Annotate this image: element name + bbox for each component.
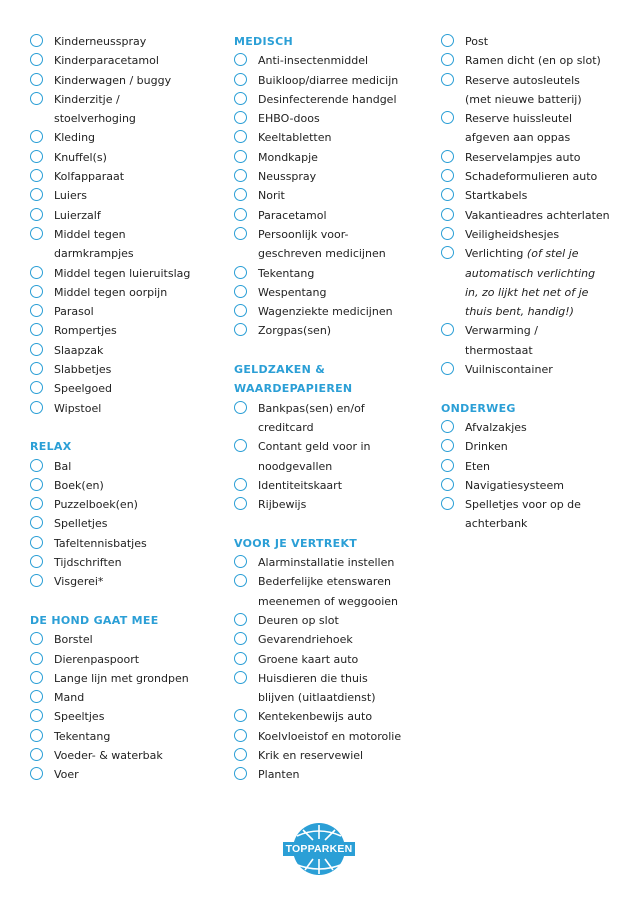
checkbox[interactable] xyxy=(234,188,247,201)
checkbox[interactable] xyxy=(234,285,247,298)
checklist-item-continued: noodgevallen xyxy=(258,459,333,473)
checkbox[interactable] xyxy=(234,150,247,163)
checkbox[interactable] xyxy=(441,150,454,163)
checklist-item[interactable]: Slabbetjes xyxy=(30,360,210,379)
checkbox[interactable] xyxy=(30,478,43,491)
checklist-item-continued: meenemen of weggooien xyxy=(258,594,399,608)
section-heading-onderweg: ONDERWEG xyxy=(441,401,516,415)
checklist-item[interactable]: Buikloop/diarree medicijn xyxy=(234,71,414,90)
checklist-item[interactable]: Reservelampjes auto xyxy=(441,148,621,167)
checkbox[interactable] xyxy=(30,574,43,587)
checklist-item[interactable]: Wipstoel xyxy=(30,399,210,418)
checkbox[interactable] xyxy=(234,652,247,665)
checkbox[interactable] xyxy=(30,401,43,414)
column-3 xyxy=(441,32,621,534)
checklist-item-continued: creditcard xyxy=(258,420,314,434)
checklist-item[interactable]: Reserve autosleutels xyxy=(441,71,621,90)
checkbox[interactable] xyxy=(30,227,43,240)
checklist-item[interactable]: Puzzelboek(en) xyxy=(30,495,210,514)
checklist-item[interactable]: Vakantieadres achterlaten xyxy=(441,206,621,225)
checklist-item[interactable]: Planten xyxy=(234,765,414,784)
checklist-item[interactable]: Koelvloeistof en motorolie xyxy=(234,727,414,746)
checkbox[interactable] xyxy=(30,652,43,665)
checklist-item[interactable]: Speeltjes xyxy=(30,707,210,726)
checkbox[interactable] xyxy=(30,632,43,645)
checkbox[interactable] xyxy=(30,323,43,336)
logo-text: TOPPARKEN xyxy=(283,842,355,856)
checkbox[interactable] xyxy=(441,169,454,182)
checklist-item[interactable]: Gevarendriehoek xyxy=(234,630,414,649)
checklist-item[interactable]: Paracetamol xyxy=(234,206,414,225)
section-heading-hond: DE HOND GAAT MEE xyxy=(30,613,159,627)
checkbox[interactable] xyxy=(30,304,43,317)
checklist-item[interactable]: Anti-insectenmiddel xyxy=(234,51,414,70)
checklist-item[interactable]: Spelletjes xyxy=(30,514,210,533)
checklist-item[interactable]: Visgerei* xyxy=(30,572,210,591)
checklist-item[interactable]: Afvalzakjes xyxy=(441,418,621,437)
checkbox[interactable] xyxy=(441,497,454,510)
checkbox[interactable] xyxy=(441,227,454,240)
column-2 xyxy=(234,32,414,785)
checklist-item-continued: automatisch verlichting xyxy=(465,266,596,280)
checkbox[interactable] xyxy=(30,497,43,510)
checkbox[interactable] xyxy=(30,92,43,105)
checklist-item[interactable]: Reserve huissleutel xyxy=(441,109,621,128)
checklist-item[interactable]: Dierenpaspoort xyxy=(30,650,210,669)
checklist-item[interactable]: Kleding xyxy=(30,128,210,147)
checklist-item[interactable]: Knuffel(s) xyxy=(30,148,210,167)
checklist-item[interactable]: Tijdschriften xyxy=(30,553,210,572)
checklist-item[interactable]: Tekentang xyxy=(30,727,210,746)
checkbox[interactable] xyxy=(441,246,454,259)
checklist-item[interactable]: Kinderwagen / buggy xyxy=(30,71,210,90)
checklist-item-continued: thermostaat xyxy=(465,343,533,357)
checkbox[interactable] xyxy=(234,130,247,143)
checkbox[interactable] xyxy=(30,767,43,780)
checkbox[interactable] xyxy=(30,748,43,761)
checklist-item[interactable]: Persoonlijk voor- xyxy=(234,225,414,244)
checklist-item[interactable]: Alarminstallatie instellen xyxy=(234,553,414,572)
section-heading-geld-1: GELDZAKEN & xyxy=(234,363,326,377)
checklist-item-continued: blijven (uitlaatdienst) xyxy=(258,691,376,705)
checklist-item[interactable]: Ramen dicht (en op slot) xyxy=(441,51,621,70)
checklist-item[interactable]: Krik en reservewiel xyxy=(234,746,414,765)
checklist-item[interactable]: Boek(en) xyxy=(30,476,210,495)
checkbox[interactable] xyxy=(441,323,454,336)
checkbox[interactable] xyxy=(30,208,43,221)
checklist-item[interactable]: Contant geld voor in xyxy=(234,437,414,456)
checklist-item-continued: geschreven medicijnen xyxy=(258,247,386,261)
checkbox[interactable] xyxy=(30,536,43,549)
checkbox[interactable] xyxy=(30,73,43,86)
checklist-item[interactable]: Eten xyxy=(441,457,621,476)
checkbox[interactable] xyxy=(234,574,247,587)
checkbox[interactable] xyxy=(234,497,247,510)
checklist-item[interactable]: Middel tegen oorpijn xyxy=(30,283,210,302)
checklist-item-continued: in, zo lijkt het net of je xyxy=(465,285,589,299)
checkbox[interactable] xyxy=(30,381,43,394)
checkbox[interactable] xyxy=(234,767,247,780)
checklist-item[interactable]: Deuren op slot xyxy=(234,611,414,630)
checklist-item-continued: thuis bent, handig!) xyxy=(465,305,574,319)
checkbox[interactable] xyxy=(30,169,43,182)
checkbox[interactable] xyxy=(30,729,43,742)
checklist-item[interactable]: Lange lijn met grondpen xyxy=(30,669,210,688)
checklist-item[interactable]: Schadeformulieren auto xyxy=(441,167,621,186)
checklist-item[interactable]: Zorgpas(sen) xyxy=(234,321,414,340)
checkbox[interactable] xyxy=(234,227,247,240)
checklist-item[interactable]: Verwarming / xyxy=(441,321,621,340)
checklist-item[interactable]: Spelletjes voor op de xyxy=(441,495,621,514)
checkbox[interactable] xyxy=(441,53,454,66)
checklist-item[interactable]: Navigatiesysteem xyxy=(441,476,621,495)
checklist-item[interactable]: Bal xyxy=(30,457,210,476)
checkbox[interactable] xyxy=(234,401,247,414)
checkbox[interactable] xyxy=(30,459,43,472)
checkbox[interactable] xyxy=(30,555,43,568)
checkbox[interactable] xyxy=(30,150,43,163)
checklist-item[interactable]: Veiligheidshesjes xyxy=(441,225,621,244)
checkbox[interactable] xyxy=(234,632,247,645)
checklist-item-continued: achterbank xyxy=(465,517,528,531)
checkbox[interactable] xyxy=(30,516,43,529)
checkbox[interactable] xyxy=(30,690,43,703)
checklist-item[interactable]: Verlichting (of stel je xyxy=(441,244,621,263)
checklist-item[interactable]: Rompertjes xyxy=(30,321,210,340)
checkbox[interactable] xyxy=(441,111,454,124)
checklist-item-continued: (met nieuwe batterij) xyxy=(465,92,582,106)
checkbox[interactable] xyxy=(234,671,247,684)
checkbox[interactable] xyxy=(234,613,247,626)
checklist-item[interactable]: Kinderparacetamol xyxy=(30,51,210,70)
checklist-item[interactable]: Tafeltennisbatjes xyxy=(30,534,210,553)
checklist-item[interactable]: Mondkapje xyxy=(234,148,414,167)
checklist-item[interactable]: Rijbewijs xyxy=(234,495,414,514)
checklist-item[interactable]: EHBO-doos xyxy=(234,109,414,128)
checkbox[interactable] xyxy=(234,53,247,66)
column-1 xyxy=(30,32,210,785)
checkbox[interactable] xyxy=(441,420,454,433)
checklist-item-continued: afgeven aan oppas xyxy=(465,131,571,145)
checklist-item[interactable]: Norit xyxy=(234,186,414,205)
checkbox[interactable] xyxy=(234,169,247,182)
checklist-item-continued: darmkrampjes xyxy=(54,247,134,261)
checkbox[interactable] xyxy=(30,709,43,722)
checklist-item[interactable]: Neusspray xyxy=(234,167,414,186)
checkbox[interactable] xyxy=(234,266,247,279)
checklist-item[interactable]: Bederfelijke etenswaren xyxy=(234,572,414,591)
checkbox[interactable] xyxy=(441,459,454,472)
checklist-item[interactable]: Post xyxy=(441,32,621,51)
checkbox[interactable] xyxy=(234,111,247,124)
checkbox[interactable] xyxy=(441,478,454,491)
checklist-item[interactable]: Desinfecterende handgel xyxy=(234,90,414,109)
checklist-item[interactable]: Voeder- & waterbak xyxy=(30,746,210,765)
section-heading-vertrek: VOOR JE VERTREKT xyxy=(234,536,358,550)
section-heading-medisch: MEDISCH xyxy=(234,35,293,48)
checklist-item[interactable]: Borstel xyxy=(30,630,210,649)
section-heading-relax: RELAX xyxy=(30,440,72,454)
checklist-item[interactable]: Middel tegen luieruitslag xyxy=(30,264,210,283)
checkbox[interactable] xyxy=(441,188,454,201)
checkbox[interactable] xyxy=(234,729,247,742)
checkbox[interactable] xyxy=(30,285,43,298)
checklist-item[interactable]: Keeltabletten xyxy=(234,128,414,147)
checkbox[interactable] xyxy=(234,323,247,336)
checkbox[interactable] xyxy=(234,439,247,452)
checkbox[interactable] xyxy=(234,304,247,317)
checklist-item[interactable]: Vuilniscontainer xyxy=(441,360,621,379)
checkbox[interactable] xyxy=(441,34,454,47)
checklist-item[interactable]: Identiteitskaart xyxy=(234,476,414,495)
checkbox[interactable] xyxy=(234,92,247,105)
checkbox[interactable] xyxy=(30,671,43,684)
checklist-item[interactable]: Kinderzitje / xyxy=(30,90,210,109)
checkbox[interactable] xyxy=(441,439,454,452)
checkbox[interactable] xyxy=(234,478,247,491)
checklist-item[interactable]: Tekentang xyxy=(234,264,414,283)
checklist-item[interactable]: Slaapzak xyxy=(30,341,210,360)
checklist-item[interactable]: Kolfapparaat xyxy=(30,167,210,186)
checkbox[interactable] xyxy=(234,208,247,221)
checkbox[interactable] xyxy=(30,53,43,66)
checklist-item[interactable]: Wespentang xyxy=(234,283,414,302)
checklist-item[interactable]: Kinderneusspray xyxy=(30,32,210,51)
checkbox[interactable] xyxy=(234,73,247,86)
section-heading-geld-2: WAARDEPAPIEREN xyxy=(234,382,353,396)
checkbox[interactable] xyxy=(234,709,247,722)
checklist-item[interactable]: Luierzalf xyxy=(30,206,210,225)
checklist-item[interactable]: Kentekenbewijs auto xyxy=(234,707,414,726)
checklist-item[interactable]: Mand xyxy=(30,688,210,707)
checkbox[interactable] xyxy=(441,362,454,375)
checkbox[interactable] xyxy=(30,34,43,47)
checkbox[interactable] xyxy=(30,130,43,143)
checklist-item[interactable]: Speelgoed xyxy=(30,379,210,398)
topparken-logo xyxy=(283,822,355,880)
checkbox[interactable] xyxy=(234,555,247,568)
checklist-item[interactable]: Huisdieren die thuis xyxy=(234,669,414,688)
checklist-item[interactable]: Middel tegen xyxy=(30,225,210,244)
checklist-item[interactable]: Groene kaart auto xyxy=(234,650,414,669)
checkbox[interactable] xyxy=(30,362,43,375)
checklist-item[interactable]: Wagenziekte medicijnen xyxy=(234,302,414,321)
checklist-item[interactable]: Bankpas(sen) en/of xyxy=(234,399,414,418)
checklist-item[interactable]: Luiers xyxy=(30,186,210,205)
checkbox[interactable] xyxy=(30,343,43,356)
checkbox[interactable] xyxy=(441,73,454,86)
checklist-item[interactable]: Startkabels xyxy=(441,186,621,205)
checkbox[interactable] xyxy=(441,208,454,221)
checklist-item[interactable]: Voer xyxy=(30,765,210,784)
checklist-item-continued: stoelverhoging xyxy=(54,112,136,126)
checkbox[interactable] xyxy=(234,748,247,761)
checklist-item[interactable]: Drinken xyxy=(441,437,621,456)
checklist-item[interactable]: Parasol xyxy=(30,302,210,321)
checkbox[interactable] xyxy=(30,266,43,279)
checkbox[interactable] xyxy=(30,188,43,201)
